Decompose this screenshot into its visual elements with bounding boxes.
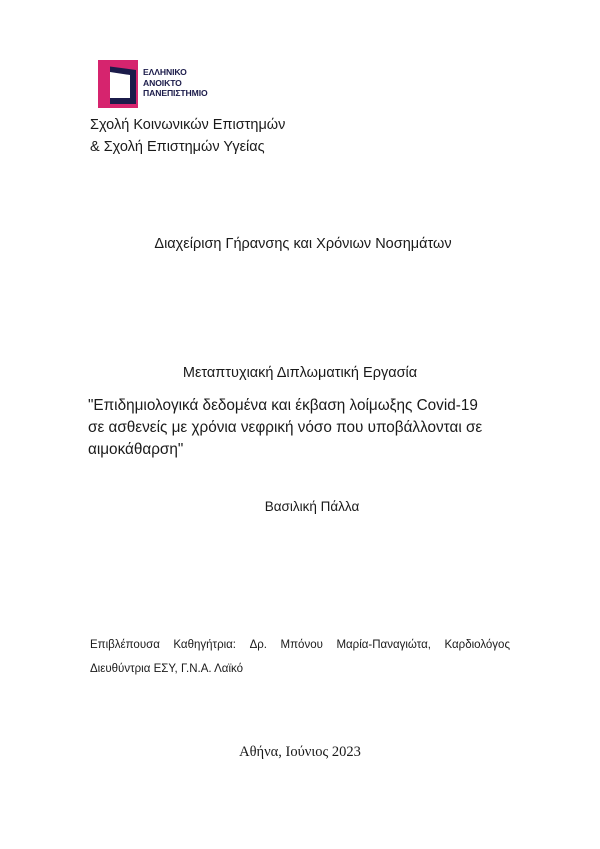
- program-title: Διαχείριση Γήρανσης και Χρόνιων Νοσημάτων: [154, 236, 452, 252]
- logo-text-line: ΠΑΝΕΠΙΣΤΗΜΙΟ: [143, 88, 208, 98]
- supervisor-word: Μπόνου: [280, 639, 323, 651]
- supervisor-word: Μαρία-Παναγιώτα,: [336, 639, 431, 651]
- university-logo: [96, 58, 236, 112]
- supervisor-line-1: [90, 633, 510, 657]
- thesis-title: [88, 395, 518, 461]
- thesis-title-line: αιμοκάθαρση": [88, 441, 184, 458]
- supervisor-info: [90, 633, 510, 681]
- school-name-line-2: & Σχολή Επιστημών Υγείας: [90, 139, 265, 155]
- supervisor-word: Δρ.: [249, 639, 267, 651]
- school-name-line-1: Σχολή Κοινωνικών Επιστημών: [90, 117, 286, 133]
- logo-text-line: ΕΛΛΗΝΙΚΟ: [143, 67, 187, 77]
- thesis-type: Μεταπτυχιακή Διπλωματική Εργασία: [182, 365, 418, 381]
- logo-text-line: ΑΝΟΙΚΤΟ: [143, 77, 182, 88]
- thesis-title-line: "Επιδημιολογικά δεδομένα και έκβαση λοίμωξης Covid-19: [88, 397, 478, 414]
- university-logo-mark: [96, 58, 140, 110]
- submission-date: Αθήνα, Ιούνιος 2023: [239, 744, 361, 760]
- thesis-title-line: σε ασθενείς με χρόνια νεφρική νόσο που υποβάλλονται σε: [88, 419, 483, 436]
- supervisor-word: Επιβλέπουσα: [90, 639, 160, 651]
- university-logo-text: [143, 67, 208, 99]
- supervisor-word: Καρδιολόγος: [444, 639, 510, 651]
- author-name: Βασιλική Πάλλα: [264, 499, 360, 514]
- supervisor-word: Καθηγήτρια:: [173, 639, 237, 651]
- supervisor-line-2: Διευθύντρια ΕΣΥ, Γ.Ν.Α. Λαϊκό: [90, 663, 244, 675]
